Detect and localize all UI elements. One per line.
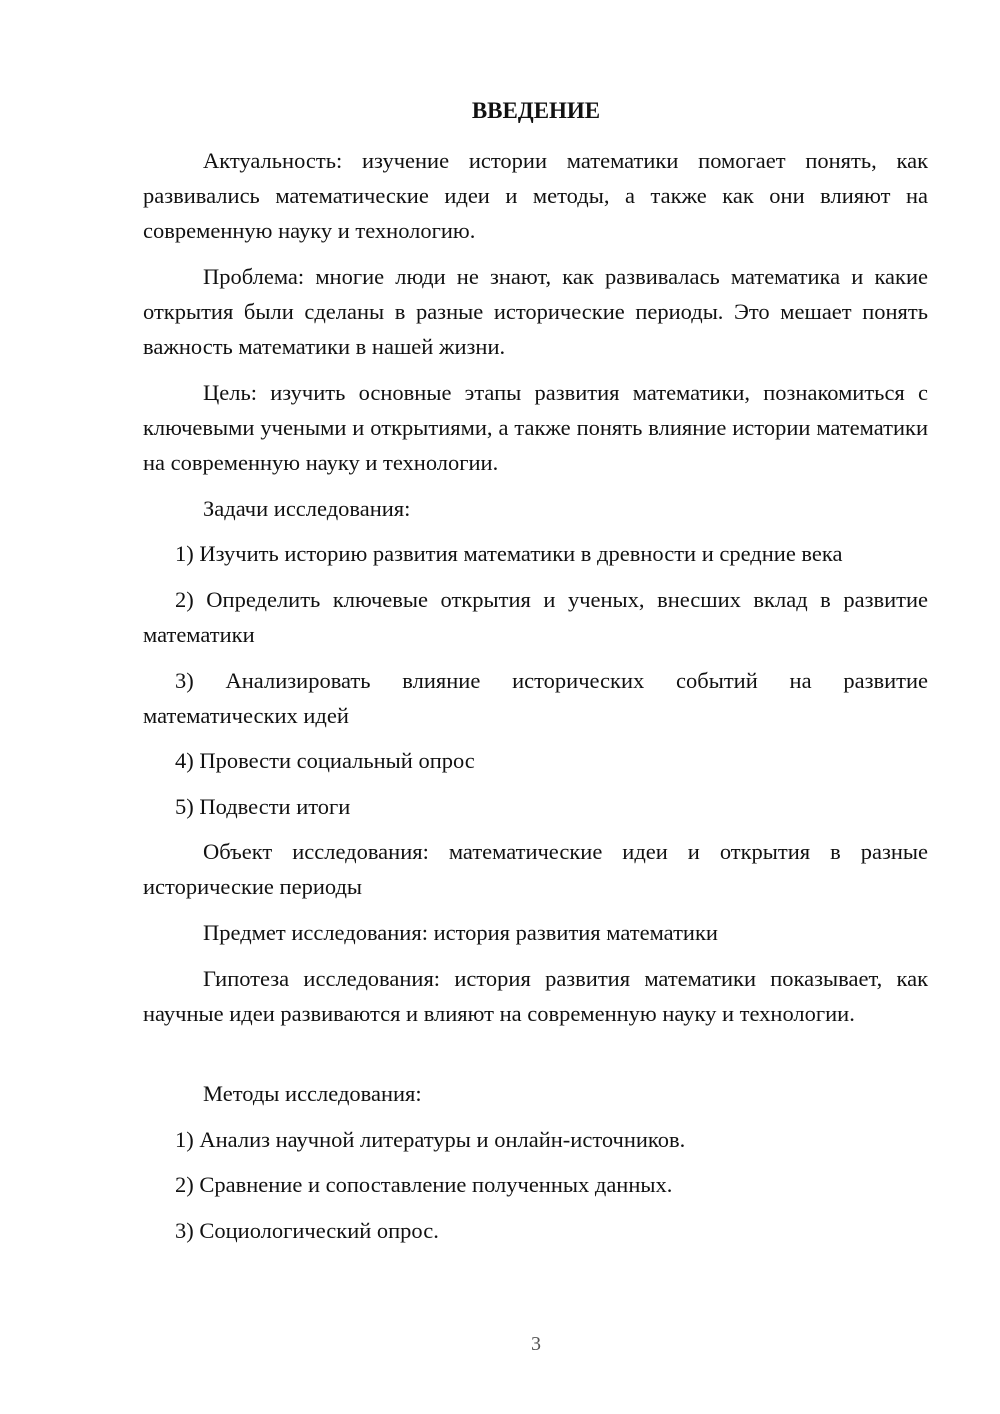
task-item-2: 2) Определить ключевые открытия и ученых, внесших вклад в развитие математики [143, 587, 928, 647]
paragraph-goal: Цель: изучить основные этапы развития математики, познакомиться с ключевыми учеными и открытиями, а также понять влияние истории математики на современную науку и технологии. [143, 380, 928, 475]
task-item-1: 1) Изучить историю развития математики в древности и средние века [175, 541, 843, 566]
task-item-4: 4) Провести социальный опрос [175, 748, 475, 773]
paragraph-relevance: Актуальность: изучение истории математики помогает понять, как развивались математические идеи и методы, а также как они влияют на современную науку и технологию. [143, 148, 928, 243]
method-item-1: 1) Анализ научной литературы и онлайн-источников. [175, 1127, 686, 1152]
page-number: 3 [531, 1333, 541, 1355]
task-item-5: 5) Подвести итоги [175, 794, 351, 819]
paragraph-methods-heading: Методы исследования: [203, 1081, 422, 1106]
page-title: ВВЕДЕНИЕ [471, 98, 601, 123]
paragraph-object: Объект исследования: математические идеи и открытия в разные исторические периоды [143, 839, 928, 899]
paragraph-subject: Предмет исследования: история развития математики [203, 920, 718, 945]
task-item-3: 3) Анализировать влияние исторических событий на развитие математических идей [143, 668, 928, 728]
paragraph-problem: Проблема: многие люди не знают, как развивалась математика и какие открытия были сделаны в разные исторические периоды. Это мешает понять важность математики в нашей жизни. [143, 264, 928, 359]
method-item-2: 2) Сравнение и сопоставление полученных данных. [175, 1172, 673, 1197]
paragraph-hypothesis: Гипотеза исследования: история развития математики показывает, как научные идеи развиваются и влияют на современную науку и технологии. [143, 966, 928, 1026]
paragraph-tasks-heading: Задачи исследования: [203, 496, 411, 521]
method-item-3: 3) Социологический опрос. [175, 1218, 439, 1243]
